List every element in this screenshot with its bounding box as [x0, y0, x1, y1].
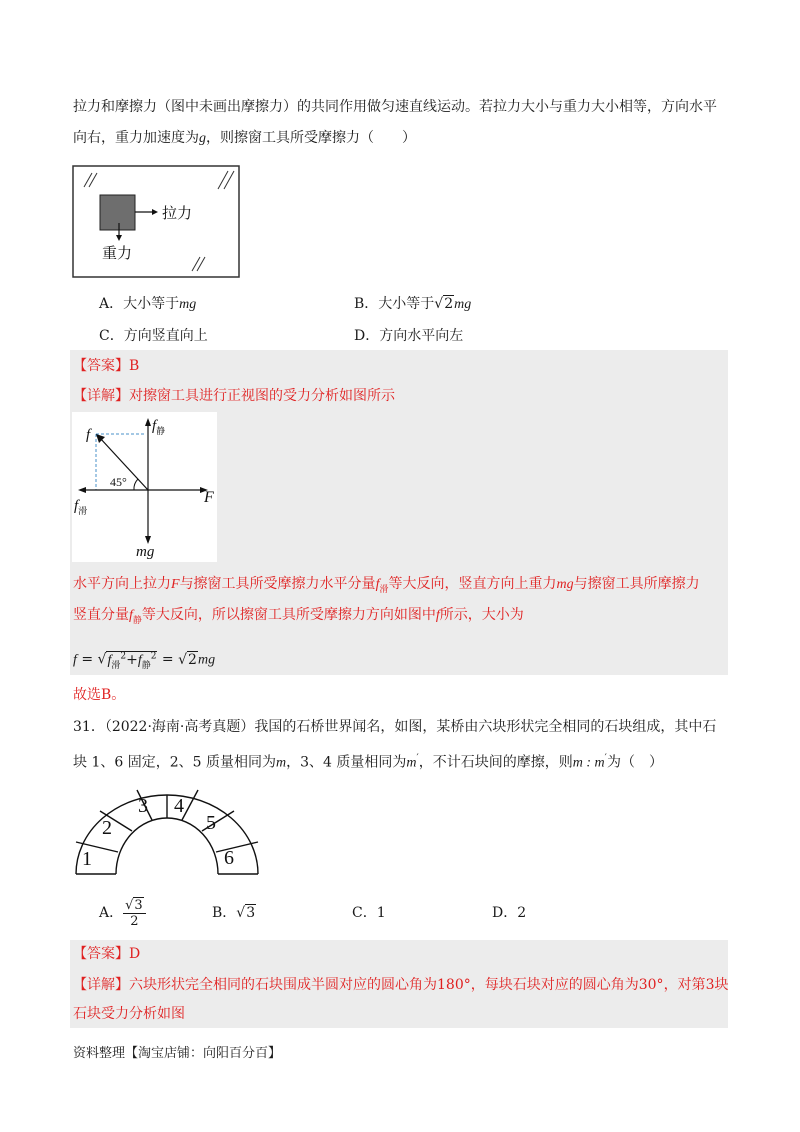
- joint-4-5: [182, 790, 198, 820]
- q30-detail: [73, 386, 395, 406]
- q30-answer: 【答案】B: [73, 358, 140, 374]
- q30-option-b[interactable]: [354, 294, 471, 315]
- q30-formula: $f = √f_滑^2+f_静^2 = √2mg$: [73, 646, 215, 675]
- f-static-label: $f_静$: [152, 418, 166, 436]
- q30-option-a-prefix: A．大小等于: [99, 296, 180, 312]
- q31-detail-line-2: 石块受力分析如图: [73, 1006, 185, 1022]
- block-3-label: 3: [138, 795, 148, 817]
- angle-label: 45°: [110, 475, 127, 489]
- q30-option-a[interactable]: [99, 294, 196, 315]
- block-1-label: 1: [82, 848, 92, 870]
- q30-option-b-prefix: B．大小等于: [354, 296, 435, 312]
- joint-5-6: [216, 842, 258, 852]
- q30-line-2-b: ，则擦窗工具所受摩擦力（ ）: [206, 130, 416, 146]
- q31-option-a[interactable]: [99, 895, 146, 931]
- window-cleaner-figure: [72, 165, 242, 280]
- q30-line-2-g: g: [199, 131, 206, 146]
- F-label: F: [204, 489, 214, 506]
- q31-detail: 【详解】六块形状完全相同的石块围成半圆对应的圆心角为180°，每块石块对应的圆心角为30°，对第3块: [73, 977, 729, 993]
- f-slide-label: $f_滑$: [74, 498, 88, 516]
- q30-expl-line-1: 水平方向上拉力F与擦窗工具所受摩擦力水平分量$f_滑$等大反向，竖直方向上重力mg与擦窗工具所摩擦力: [73, 576, 700, 595]
- block-6-label: 6: [224, 847, 234, 869]
- q30-detail-text: 对擦窗工具进行正视图的受力分析如图所示: [129, 388, 395, 404]
- q31-option-d[interactable]: D．2: [492, 905, 527, 921]
- q30-line-2: [73, 128, 416, 149]
- q31-option-c[interactable]: C．1: [352, 905, 386, 921]
- block-4-label: 4: [174, 795, 184, 817]
- mg-label: mg: [136, 544, 155, 560]
- force-diagram: [72, 412, 217, 562]
- formula-sqrt: $√f_滑^2+f_静^2$: [97, 651, 157, 671]
- q30-detail-tag: 【详解】: [73, 388, 129, 404]
- q30-option-a-expr: mg: [179, 297, 197, 312]
- q30-option-b-sqrt: √2: [434, 296, 454, 312]
- q30-option-b-expr: mg: [454, 297, 472, 312]
- f-label: f: [86, 427, 91, 443]
- q30-option-d[interactable]: D．方向水平向左: [354, 328, 464, 344]
- block-5-label: 5: [206, 812, 216, 834]
- q30-line-2-a: 向右，重力加速度为: [73, 130, 199, 146]
- q30-conclusion: 故选B。: [73, 687, 126, 703]
- q30-line-1: 拉力和摩擦力（图中未画出摩擦力）的共同作用做匀速直线运动。若拉力大小与重力大小相等，方向水平: [73, 99, 717, 115]
- q31-line-2: 块 1、6 固定，2、5 质量相同为m，3、4 质量相同为m′，不计石块间的摩擦，则m : m′为（ ）: [73, 753, 663, 771]
- q31-option-b-prefix: B．: [212, 905, 237, 921]
- inner-arc: [116, 818, 218, 874]
- gravity-label: 重力: [102, 246, 133, 262]
- stone-bridge-figure: [74, 786, 264, 881]
- q31-line-1: 31．（2022·海南·高考真题）我国的石桥世界闻名，如图，某桥由六块形状完全相同的石块组成，其中石: [73, 719, 717, 735]
- q30-expl-line-2: 竖直分量$f_静$等大反向，所以擦窗工具所受摩擦力方向如图中f所示，大小为: [73, 607, 524, 626]
- window-frame: [73, 166, 239, 277]
- q31-answer: 【答案】D: [73, 946, 141, 962]
- q31-option-b[interactable]: B．√3: [212, 905, 256, 921]
- q30-option-b-radicand: 2: [444, 296, 454, 312]
- cleaner-block: [100, 195, 135, 230]
- pull-label: 拉力: [162, 206, 193, 222]
- block-2-label: 2: [102, 817, 112, 839]
- q31-option-a-fraction: $\frac{√3}{2}$: [123, 898, 146, 929]
- q31-option-a-prefix: A．: [99, 905, 124, 921]
- page-footer: 资料整理【淘宝店铺：向阳百分百】: [73, 1046, 282, 1061]
- q30-option-c[interactable]: C．方向竖直向上: [99, 328, 208, 344]
